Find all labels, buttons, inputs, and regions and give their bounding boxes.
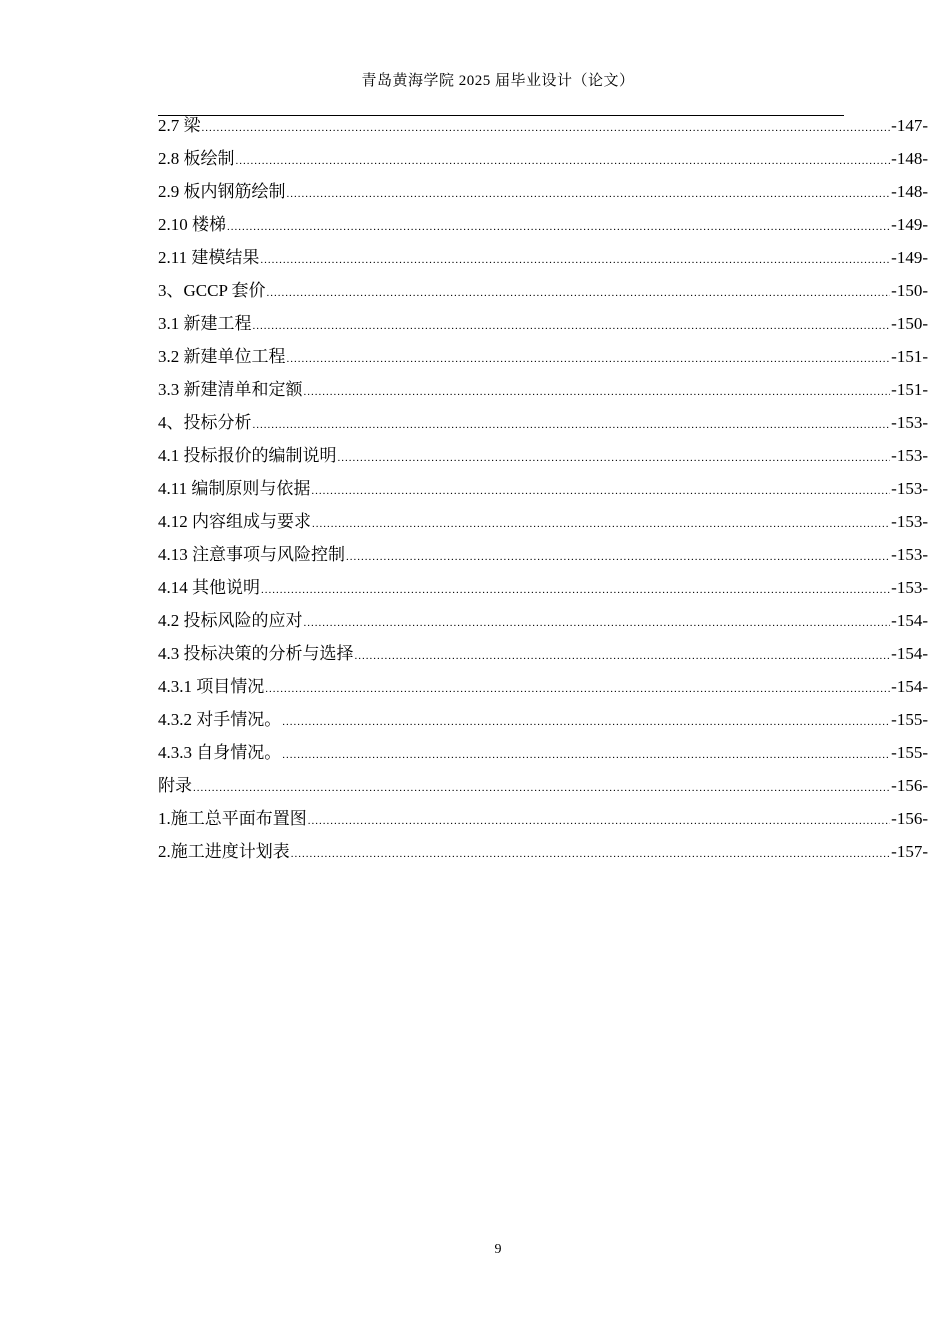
toc-entry-title: 1.施工总平面布置图 bbox=[158, 809, 307, 828]
toc-entry-title: 3、GCCP 套价 bbox=[158, 281, 266, 300]
toc-entry-title: 4.12 内容组成与要求 bbox=[158, 512, 311, 531]
toc-dot-leader bbox=[311, 478, 890, 504]
toc-entry[interactable] bbox=[158, 344, 928, 377]
toc-entry-page: -153- bbox=[891, 413, 928, 432]
toc-entry-title: 4.3.1 项目情况 bbox=[158, 677, 265, 696]
toc-dot-leader bbox=[304, 610, 891, 636]
toc-entry[interactable] bbox=[158, 377, 928, 410]
toc-entry-page: -148- bbox=[891, 149, 928, 168]
toc-dot-leader bbox=[287, 346, 891, 372]
toc-entry-title: 2.8 板绘制 bbox=[158, 149, 235, 168]
toc-entry-title: 4.3 投标决策的分析与选择 bbox=[158, 644, 354, 663]
toc-entry[interactable] bbox=[158, 740, 928, 773]
toc-dot-leader bbox=[261, 577, 890, 603]
toc-entry-title: 4.2 投标风险的应对 bbox=[158, 611, 303, 630]
toc-entry-title: 3.2 新建单位工程 bbox=[158, 347, 286, 366]
toc-entry-title: 4、投标分析 bbox=[158, 413, 252, 432]
toc-dot-leader bbox=[282, 742, 890, 768]
toc-entry[interactable] bbox=[158, 509, 928, 542]
toc-entry-page: -154- bbox=[891, 677, 928, 696]
toc-entry-page: -153- bbox=[891, 512, 928, 531]
toc-entry[interactable] bbox=[158, 641, 928, 674]
toc-dot-leader bbox=[267, 280, 891, 306]
toc-entry[interactable] bbox=[158, 212, 928, 245]
toc-dot-leader bbox=[227, 214, 890, 240]
toc-entry[interactable] bbox=[158, 575, 928, 608]
toc-entry[interactable] bbox=[158, 443, 928, 476]
toc-entry[interactable] bbox=[158, 410, 928, 443]
page-number: 9 bbox=[494, 1242, 502, 1257]
toc-dot-leader bbox=[355, 643, 891, 669]
toc-entry[interactable] bbox=[158, 542, 928, 575]
toc-entry-title: 2.7 梁 bbox=[158, 116, 201, 135]
toc-entry[interactable] bbox=[158, 146, 928, 179]
toc-entry-page: -150- bbox=[891, 314, 928, 333]
toc-entry-title: 3.1 新建工程 bbox=[158, 314, 252, 333]
toc-entry-page: -157- bbox=[891, 842, 928, 861]
toc-entry-title: 2.9 板内钢筋绘制 bbox=[158, 182, 286, 201]
toc-dot-leader bbox=[236, 148, 891, 174]
toc-entry-title: 4.11 编制原则与依据 bbox=[158, 479, 311, 498]
toc-entry-title: 附录 bbox=[158, 776, 192, 795]
toc-dot-leader bbox=[287, 181, 891, 207]
toc-entry[interactable] bbox=[158, 707, 928, 740]
toc-entry-page: -153- bbox=[891, 446, 928, 465]
toc-entry-page: -151- bbox=[891, 380, 928, 399]
toc-entry[interactable] bbox=[158, 113, 928, 146]
table-of-contents bbox=[158, 113, 928, 872]
toc-entry-title: 4.3.3 自身情况。 bbox=[158, 743, 282, 762]
toc-entry-title: 4.3.2 对手情况。 bbox=[158, 710, 282, 729]
toc-dot-leader bbox=[308, 808, 890, 834]
toc-entry[interactable] bbox=[158, 245, 928, 278]
toc-entry-page: -156- bbox=[891, 776, 928, 795]
toc-entry-title: 4.13 注意事项与风险控制 bbox=[158, 545, 345, 564]
toc-dot-leader bbox=[253, 412, 891, 438]
toc-dot-leader bbox=[260, 247, 890, 273]
toc-entry[interactable] bbox=[158, 278, 928, 311]
toc-entry-page: -155- bbox=[891, 710, 928, 729]
toc-entry-page: -149- bbox=[891, 215, 928, 234]
toc-entry-page: -153- bbox=[891, 479, 928, 498]
toc-entry-page: -150- bbox=[891, 281, 928, 300]
toc-entry-page: -155- bbox=[891, 743, 928, 762]
toc-entry-title: 4.1 投标报价的编制说明 bbox=[158, 446, 337, 465]
toc-entry-page: -156- bbox=[891, 809, 928, 828]
toc-entry[interactable] bbox=[158, 608, 928, 641]
toc-entry-title: 2.10 楼梯 bbox=[158, 215, 226, 234]
toc-entry-page: -147- bbox=[891, 116, 928, 135]
toc-entry-title: 4.14 其他说明 bbox=[158, 578, 260, 597]
toc-entry-title: 3.3 新建清单和定额 bbox=[158, 380, 303, 399]
toc-entry[interactable] bbox=[158, 773, 928, 806]
toc-dot-leader bbox=[338, 445, 891, 471]
toc-entry-page: -153- bbox=[891, 578, 928, 597]
toc-entry[interactable] bbox=[158, 839, 928, 872]
toc-dot-leader bbox=[282, 709, 890, 735]
toc-dot-leader bbox=[265, 676, 890, 702]
toc-entry-page: -154- bbox=[891, 644, 928, 663]
toc-entry-title: 2.11 建模结果 bbox=[158, 248, 260, 267]
toc-dot-leader bbox=[253, 313, 891, 339]
toc-entry-page: -153- bbox=[891, 545, 928, 564]
toc-dot-leader bbox=[346, 544, 890, 570]
toc-entry-page: -149- bbox=[891, 248, 928, 267]
toc-dot-leader bbox=[291, 841, 890, 867]
toc-entry-title: 2.施工进度计划表 bbox=[158, 842, 290, 861]
toc-entry-page: -148- bbox=[891, 182, 928, 201]
toc-entry[interactable] bbox=[158, 311, 928, 344]
toc-entry-page: -151- bbox=[891, 347, 928, 366]
toc-dot-leader bbox=[304, 379, 891, 405]
toc-entry[interactable] bbox=[158, 179, 928, 212]
toc-entry[interactable] bbox=[158, 476, 928, 509]
toc-entry-page: -154- bbox=[891, 611, 928, 630]
toc-dot-leader bbox=[202, 115, 891, 141]
toc-dot-leader bbox=[193, 775, 890, 801]
page-header: 青岛黄海学院 2025 届毕业设计（论文） bbox=[361, 73, 635, 89]
toc-entry[interactable] bbox=[158, 806, 928, 839]
toc-entry[interactable] bbox=[158, 674, 928, 707]
toc-dot-leader bbox=[312, 511, 890, 537]
